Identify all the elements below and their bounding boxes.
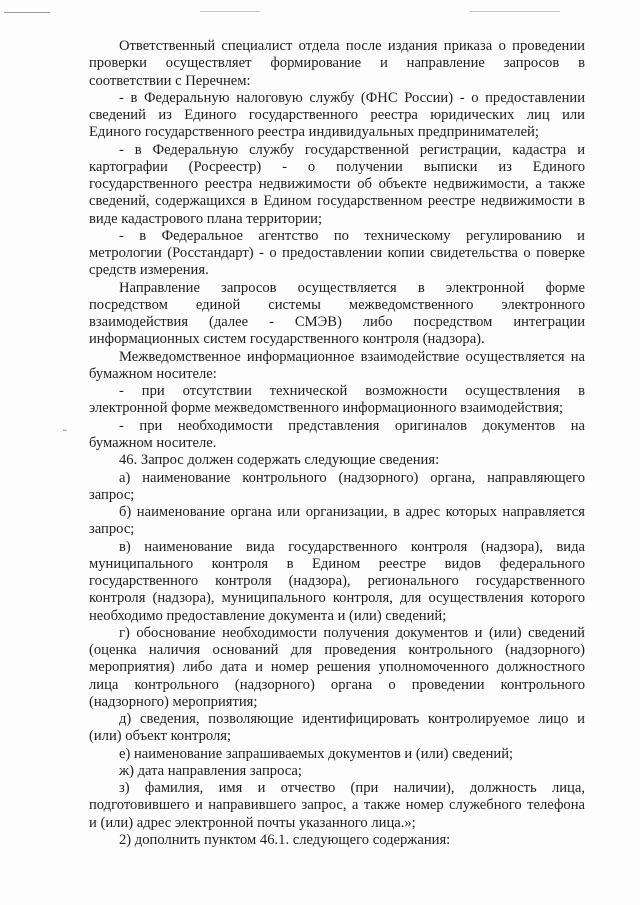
text-line: бумажном носителе.: [89, 435, 217, 451]
text-line: - при отсутствии технической возможности осуществления в: [119, 383, 585, 399]
text-line: лица контрольного (надзорного) органа о проведении контрольного: [89, 677, 585, 693]
text-line: муниципального контроля в Едином реестре видов федерального: [89, 556, 585, 572]
text-line: виде кадастрового плана территории;: [89, 211, 323, 227]
text-line: подготовившего и направившего запрос, а также номер служебного телефона: [89, 797, 585, 813]
text-line: бумажном носителе:: [89, 366, 217, 382]
scan-artifact-top-mid: [200, 11, 260, 12]
text-line: в) наименование вида государственного контроля (надзора), вида: [119, 539, 585, 555]
text-line: (оценка наличия оснований для проведения контрольного (надзорного): [89, 642, 585, 658]
text-line: г) обоснование необходимости получения документов и (или) сведений: [119, 625, 585, 641]
text-line: и (или) адрес электронной почты указанного лица.»;: [89, 815, 416, 831]
text-line: 46. Запрос должен содержать следующие сведения:: [119, 452, 440, 468]
text-line: необходимо предоставление документа и (или) сведений;: [89, 608, 447, 624]
margin-mark: ˜: [62, 428, 68, 441]
text-line: - в Федеральную налоговую службу (ФНС России) - о предоставлении: [119, 90, 585, 106]
text-line: - в Федеральную службу государственной регистрации, кадастра и: [119, 142, 585, 158]
text-line: запрос;: [89, 487, 135, 503]
text-line: соответствии с Перечнем:: [89, 73, 251, 89]
text-line: контроля (надзора), муниципального контроля, для осуществления которого: [89, 590, 585, 606]
text-line: з) фамилия, имя и отчество (при наличии), должность лица,: [119, 780, 585, 796]
text-line: средств измерения.: [89, 262, 209, 278]
scan-artifact-top-right: [470, 11, 560, 12]
text-line: электронной форме межведомственного информационного взаимодействия;: [89, 400, 564, 416]
text-line: 2) дополнить пунктом 46.1. следующего содержания:: [119, 832, 451, 848]
text-line: сведений из Единого государственного реестра юридических лиц или: [89, 107, 585, 123]
text-line: - при необходимости представления оригиналов документов на: [119, 418, 585, 434]
text-line: е) наименование запрашиваемых документов и (или) сведений;: [119, 746, 514, 762]
text-line: Единого государственного реестра индивидуальных предпринимателей;: [89, 124, 539, 140]
text-line: Межведомственное информационное взаимодействие осуществляется на: [119, 349, 585, 365]
text-line: запрос;: [89, 521, 135, 537]
scan-artifact-top-left: [4, 12, 50, 13]
text-line: Ответственный специалист отдела после издания приказа о проведении: [119, 38, 585, 54]
text-line: посредством единой системы межведомственного электронного: [89, 297, 585, 313]
text-line: сведений, содержащихся в Едином государственном реестре недвижимости в: [89, 193, 585, 209]
text-line: картографии (Росреестр) - о получении выписки из Единого: [89, 159, 585, 175]
text-line: взаимодействия (далее - СМЭВ) либо посредством интеграции: [89, 314, 585, 330]
text-line: - в Федеральное агентство по техническому регулированию и: [119, 228, 585, 244]
text-line: а) наименование контрольного (надзорного) органа, направляющего: [119, 470, 585, 486]
text-line: д) сведения, позволяющие идентифицировать контролируемое лицо и: [119, 711, 585, 727]
text-line: (надзорного) мероприятия;: [89, 694, 258, 710]
text-line: информационных систем государственного контроля (надзора).: [89, 331, 485, 347]
text-line: (или) объект контроля;: [89, 728, 232, 744]
text-line: метрологии (Росстандарт) - о предоставлении копии свидетельства о поверке: [89, 245, 585, 261]
text-line: государственного контроля (надзора), регионального государственного: [89, 573, 585, 589]
text-line: проверки осуществляет формирование и направление запросов в: [89, 55, 585, 71]
text-line: государственного реестра недвижимости об объекте недвижимости, а также: [89, 176, 585, 192]
text-line: ж) дата направления запроса;: [119, 763, 302, 779]
text-line: Направление запросов осуществляется в электронной форме: [119, 280, 585, 296]
text-line: мероприятия) либо дата и номер решения уполномоченного должностного: [89, 659, 585, 675]
text-line: б) наименование органа или организации, в адрес которых направляется: [119, 504, 585, 520]
